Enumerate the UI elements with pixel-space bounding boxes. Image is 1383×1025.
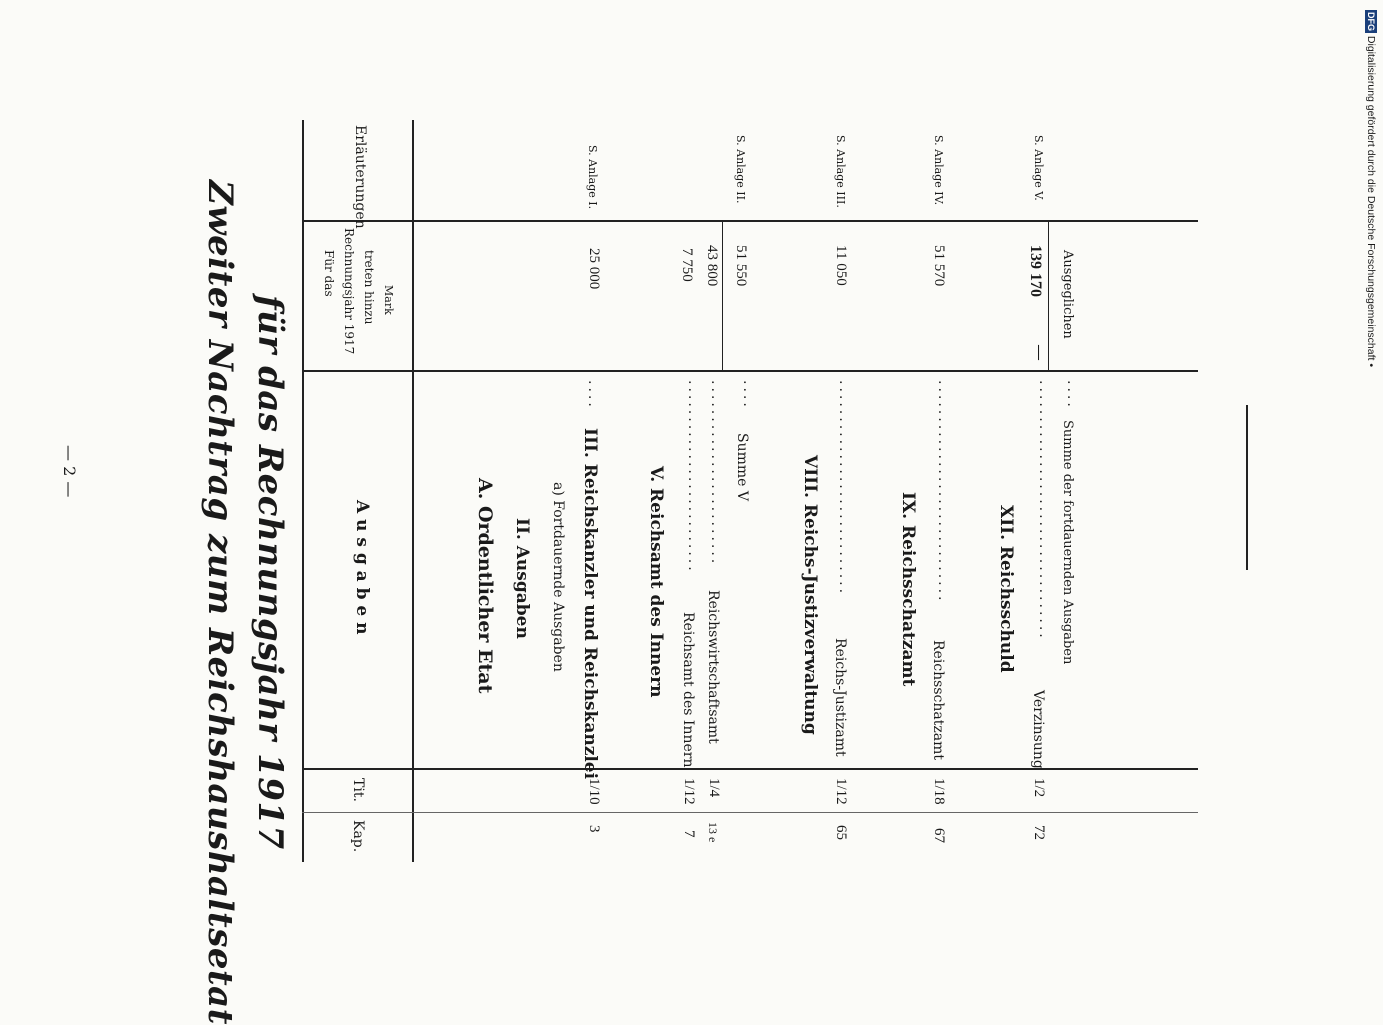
row-label: Reichsschatzamt bbox=[930, 640, 946, 760]
section-iii: III. Reichskanzler und Reichskanzlei bbox=[580, 428, 600, 780]
tit-value: 1/12 bbox=[833, 778, 849, 805]
row-label: Reichswirtschaftsamt bbox=[705, 590, 721, 744]
kap-value: 72 bbox=[1031, 825, 1047, 840]
heading-ausgaben: II. Ausgaben bbox=[512, 518, 532, 639]
tit-value: 1/10 bbox=[586, 778, 602, 805]
amount-value: 43 800 bbox=[704, 245, 720, 287]
col-notes-header: Erläuterungen bbox=[352, 125, 368, 229]
section-v: V. Reichsamt des Innern bbox=[646, 466, 666, 698]
section-viii: VIII. Reichs-Justizverwaltung bbox=[800, 455, 820, 735]
kap-value: 13 e bbox=[706, 822, 720, 843]
amount-value: 7 750 bbox=[679, 248, 695, 282]
heading-ordentlicher-etat: A. Ordentlicher Etat bbox=[474, 478, 496, 694]
tit-value: 1/4 bbox=[706, 778, 722, 798]
rule-amount bbox=[302, 370, 1198, 372]
end-rule bbox=[1246, 405, 1248, 570]
row-label: Reichs-Justizamt bbox=[832, 638, 848, 757]
heading-fortdauernde: a) Fortdauernde Ausgaben bbox=[550, 482, 566, 672]
leader-dots: .......................... bbox=[685, 380, 701, 574]
amount-value: 11 050 bbox=[833, 245, 849, 286]
col-amount-header-4: Mark bbox=[382, 285, 395, 315]
leader-dots: .... bbox=[585, 380, 601, 410]
kap-value: 65 bbox=[833, 825, 849, 840]
tit-value: 1/12 bbox=[681, 778, 697, 805]
rule-notes bbox=[302, 220, 1198, 222]
subtotal-rule bbox=[722, 222, 723, 370]
kap-value: 7 bbox=[681, 830, 697, 838]
amount-dash: — bbox=[1031, 345, 1047, 360]
col-amount-header-3: treten hinzu bbox=[362, 250, 376, 325]
dfg-credit bbox=[1365, 10, 1377, 367]
kap-value: 3 bbox=[586, 825, 602, 833]
section-xii: XII. Reichsschuld bbox=[996, 505, 1016, 673]
rule-kap bbox=[302, 812, 1198, 813]
page-title: Zweiter Nachtrag zum Reichshaushaltsetat bbox=[200, 180, 240, 1025]
tit-value: 1/18 bbox=[931, 778, 947, 805]
col-kap-header: Kap. bbox=[350, 820, 366, 853]
col-ausgaben-header: A u s g a b e n bbox=[352, 500, 372, 635]
note-value: S. Anlage IV. bbox=[932, 135, 945, 206]
amount-value: 25 000 bbox=[586, 248, 602, 290]
note-value: S. Anlage III. bbox=[834, 135, 847, 208]
amount-value: 51 570 bbox=[931, 245, 947, 287]
leader-dots: ............................. bbox=[836, 380, 852, 597]
table-header-rule bbox=[412, 120, 414, 862]
amount-total: 139 170 bbox=[1027, 245, 1044, 297]
col-amount-header-2: Rechnungsjahr 1917 bbox=[342, 228, 356, 355]
leader-dots: ................................... bbox=[1036, 380, 1052, 641]
page-subtitle: für das Rechnungsjahr 1917 bbox=[250, 295, 290, 850]
leader-dots: .... bbox=[1064, 380, 1080, 410]
row-label: Verzinsung bbox=[1030, 690, 1046, 769]
total-label: Summe der fortdauernden Ausgaben bbox=[1060, 420, 1075, 665]
leader-dots: .............................. bbox=[935, 380, 951, 604]
col-tit-header: Tit. bbox=[350, 778, 366, 802]
leader-dots: ......................... bbox=[708, 380, 724, 567]
note-value: S. Anlage V. bbox=[1032, 135, 1045, 201]
note-value: S. Anlage II. bbox=[734, 135, 747, 204]
section-ix: IX. Reichsschatzamt bbox=[898, 492, 918, 687]
page-number: — 2 — bbox=[60, 445, 79, 498]
row-label: Reichsamt des Innern bbox=[680, 612, 696, 768]
tit-value: 1/2 bbox=[1031, 778, 1047, 798]
amount-value: 51 550 bbox=[733, 245, 749, 287]
subtotal-label: Summe V bbox=[734, 433, 750, 502]
leader-dots: .... bbox=[740, 380, 756, 410]
rule-tit bbox=[302, 768, 1198, 770]
total-rule bbox=[1048, 222, 1049, 370]
table-top-rule bbox=[302, 120, 304, 862]
note-value: S. Anlage I. bbox=[586, 145, 599, 210]
dfg-credit-text: Digitalisierung gefördert durch die Deutsche Forschungsgemeinschaft • bbox=[1365, 35, 1377, 368]
total-value: Ausgeglichen bbox=[1060, 250, 1075, 339]
col-amount-header-1: Für das bbox=[322, 250, 336, 297]
kap-value: 67 bbox=[931, 828, 947, 843]
dfg-badge: DFG bbox=[1366, 12, 1376, 31]
